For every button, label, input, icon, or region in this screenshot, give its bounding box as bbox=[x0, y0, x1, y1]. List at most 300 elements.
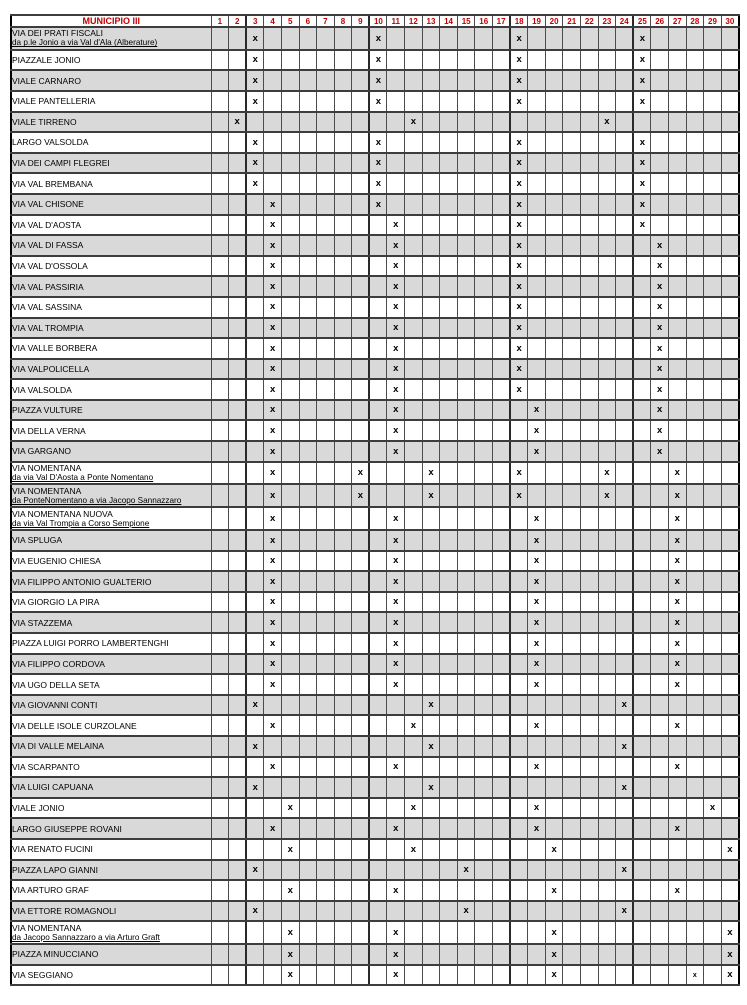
day-cell bbox=[598, 297, 616, 318]
day-cell bbox=[493, 50, 511, 71]
day-cell bbox=[211, 276, 229, 297]
day-cell bbox=[581, 839, 599, 860]
mark-cell: x bbox=[405, 798, 423, 819]
day-cell bbox=[721, 530, 739, 551]
mark-cell: x bbox=[633, 132, 651, 153]
day-cell bbox=[317, 612, 335, 633]
day-header: 30 bbox=[721, 15, 739, 27]
day-cell bbox=[686, 276, 704, 297]
day-cell bbox=[299, 530, 317, 551]
table-row bbox=[11, 153, 739, 174]
day-cell bbox=[317, 153, 335, 174]
day-cell bbox=[457, 379, 475, 400]
mark-cell: x bbox=[264, 318, 282, 339]
table-row bbox=[11, 338, 739, 359]
day-cell bbox=[686, 571, 704, 592]
day-cell bbox=[616, 276, 634, 297]
day-cell bbox=[510, 965, 528, 986]
day-cell bbox=[405, 215, 423, 236]
day-cell bbox=[704, 173, 722, 194]
day-cell bbox=[211, 880, 229, 901]
day-cell bbox=[704, 484, 722, 507]
day-cell bbox=[475, 112, 493, 133]
day-cell bbox=[422, 215, 440, 236]
day-cell bbox=[405, 571, 423, 592]
day-cell bbox=[686, 818, 704, 839]
day-cell bbox=[651, 173, 669, 194]
day-cell bbox=[317, 276, 335, 297]
day-cell bbox=[281, 695, 299, 716]
day-cell bbox=[229, 359, 247, 380]
day-cell bbox=[387, 462, 405, 485]
day-cell bbox=[704, 379, 722, 400]
day-cell bbox=[510, 612, 528, 633]
mark-cell: x bbox=[387, 530, 405, 551]
day-cell bbox=[334, 153, 352, 174]
day-cell bbox=[281, 400, 299, 421]
day-cell bbox=[616, 379, 634, 400]
day-cell bbox=[422, 338, 440, 359]
day-cell bbox=[352, 654, 370, 675]
day-cell bbox=[422, 654, 440, 675]
day-cell bbox=[246, 462, 264, 485]
day-cell bbox=[264, 173, 282, 194]
day-cell bbox=[493, 921, 511, 944]
day-cell bbox=[440, 215, 458, 236]
street-cell bbox=[11, 484, 211, 507]
day-cell bbox=[229, 400, 247, 421]
day-cell bbox=[457, 27, 475, 50]
day-cell bbox=[440, 318, 458, 339]
day-cell bbox=[668, 736, 686, 757]
day-cell bbox=[721, 173, 739, 194]
mark-cell: x bbox=[510, 484, 528, 507]
day-cell bbox=[651, 571, 669, 592]
day-header: 8 bbox=[334, 15, 352, 27]
day-header: 24 bbox=[616, 15, 634, 27]
street-cell bbox=[11, 944, 211, 965]
day-cell bbox=[510, 860, 528, 881]
day-cell bbox=[229, 839, 247, 860]
day-cell bbox=[598, 441, 616, 462]
day-cell bbox=[281, 194, 299, 215]
day-cell bbox=[440, 901, 458, 922]
day-cell bbox=[475, 27, 493, 50]
day-header: 13 bbox=[422, 15, 440, 27]
day-cell bbox=[352, 551, 370, 572]
mark-cell: x bbox=[387, 654, 405, 675]
day-cell bbox=[616, 551, 634, 572]
day-cell bbox=[493, 551, 511, 572]
day-cell bbox=[545, 359, 563, 380]
day-cell bbox=[528, 50, 546, 71]
day-cell bbox=[369, 633, 387, 654]
day-cell bbox=[299, 507, 317, 530]
day-cell bbox=[721, 715, 739, 736]
mark-cell: x bbox=[246, 70, 264, 91]
day-cell bbox=[281, 736, 299, 757]
day-cell bbox=[616, 359, 634, 380]
day-cell bbox=[352, 860, 370, 881]
mark-cell: x bbox=[264, 592, 282, 613]
day-cell bbox=[299, 173, 317, 194]
day-cell bbox=[369, 441, 387, 462]
day-header: 3 bbox=[246, 15, 264, 27]
day-cell bbox=[246, 944, 264, 965]
day-cell bbox=[563, 112, 581, 133]
day-cell bbox=[405, 654, 423, 675]
day-cell bbox=[211, 695, 229, 716]
day-cell bbox=[581, 173, 599, 194]
day-cell bbox=[721, 818, 739, 839]
day-cell bbox=[387, 860, 405, 881]
day-cell bbox=[317, 839, 335, 860]
day-cell bbox=[581, 420, 599, 441]
day-cell bbox=[616, 297, 634, 318]
street-cell bbox=[11, 654, 211, 675]
day-cell bbox=[264, 965, 282, 986]
table-row bbox=[11, 235, 739, 256]
day-cell bbox=[704, 571, 722, 592]
day-cell bbox=[563, 551, 581, 572]
day-cell bbox=[475, 777, 493, 798]
day-cell bbox=[581, 965, 599, 986]
day-cell bbox=[721, 338, 739, 359]
day-cell bbox=[440, 297, 458, 318]
day-cell bbox=[334, 818, 352, 839]
day-cell bbox=[440, 777, 458, 798]
mark-cell: x bbox=[264, 757, 282, 778]
day-cell bbox=[387, 50, 405, 71]
day-cell bbox=[651, 921, 669, 944]
day-cell bbox=[616, 400, 634, 421]
day-cell bbox=[633, 674, 651, 695]
day-cell bbox=[475, 276, 493, 297]
day-cell bbox=[651, 715, 669, 736]
day-cell bbox=[721, 420, 739, 441]
day-cell bbox=[651, 674, 669, 695]
day-cell bbox=[493, 194, 511, 215]
day-cell bbox=[457, 715, 475, 736]
day-cell bbox=[405, 612, 423, 633]
day-cell bbox=[264, 839, 282, 860]
day-cell bbox=[581, 571, 599, 592]
mark-cell: x bbox=[616, 901, 634, 922]
day-cell bbox=[264, 736, 282, 757]
day-cell bbox=[281, 484, 299, 507]
street-cell bbox=[11, 901, 211, 922]
day-cell bbox=[457, 654, 475, 675]
day-cell bbox=[721, 571, 739, 592]
day-cell bbox=[598, 695, 616, 716]
mark-cell: x bbox=[651, 235, 669, 256]
day-cell bbox=[704, 235, 722, 256]
day-cell bbox=[545, 441, 563, 462]
day-cell bbox=[317, 736, 335, 757]
day-cell bbox=[686, 194, 704, 215]
mark-cell: x bbox=[387, 276, 405, 297]
mark-cell: x bbox=[510, 359, 528, 380]
table-row bbox=[11, 400, 739, 421]
street-name-label: VIA SEGGIANO bbox=[12, 970, 73, 981]
day-cell bbox=[545, 736, 563, 757]
day-cell bbox=[633, 921, 651, 944]
table-title: MUNICIPIO III bbox=[11, 15, 211, 27]
day-cell bbox=[457, 674, 475, 695]
mark-cell: x bbox=[510, 194, 528, 215]
street-cell bbox=[11, 338, 211, 359]
day-cell bbox=[229, 91, 247, 112]
day-cell bbox=[369, 921, 387, 944]
day-cell bbox=[616, 462, 634, 485]
table-row bbox=[11, 91, 739, 112]
day-cell bbox=[616, 91, 634, 112]
mark-cell: x bbox=[528, 654, 546, 675]
day-cell bbox=[264, 921, 282, 944]
day-cell bbox=[563, 318, 581, 339]
day-cell bbox=[475, 530, 493, 551]
day-cell bbox=[651, 551, 669, 572]
day-cell bbox=[616, 50, 634, 71]
day-cell bbox=[457, 132, 475, 153]
day-cell bbox=[704, 441, 722, 462]
street-cell bbox=[11, 194, 211, 215]
mark-cell: x bbox=[387, 921, 405, 944]
day-cell bbox=[545, 379, 563, 400]
day-cell bbox=[299, 777, 317, 798]
table-row bbox=[11, 462, 739, 485]
mark-cell: x bbox=[668, 633, 686, 654]
day-cell bbox=[211, 674, 229, 695]
mark-cell: x bbox=[721, 921, 739, 944]
day-cell bbox=[475, 297, 493, 318]
mark-cell: x bbox=[246, 777, 264, 798]
day-cell bbox=[352, 400, 370, 421]
day-cell bbox=[352, 70, 370, 91]
mark-cell: x bbox=[528, 818, 546, 839]
mark-cell: x bbox=[651, 256, 669, 277]
mark-cell: x bbox=[651, 359, 669, 380]
mark-cell: x bbox=[387, 215, 405, 236]
day-cell bbox=[475, 70, 493, 91]
day-cell bbox=[475, 818, 493, 839]
mark-cell: x bbox=[264, 338, 282, 359]
day-cell bbox=[668, 235, 686, 256]
day-cell bbox=[246, 880, 264, 901]
day-cell bbox=[299, 359, 317, 380]
day-cell bbox=[440, 839, 458, 860]
day-cell bbox=[281, 112, 299, 133]
street-cell bbox=[11, 318, 211, 339]
day-cell bbox=[651, 215, 669, 236]
day-cell bbox=[440, 571, 458, 592]
day-cell bbox=[211, 860, 229, 881]
day-cell bbox=[246, 359, 264, 380]
street-cell bbox=[11, 379, 211, 400]
day-cell bbox=[334, 132, 352, 153]
day-cell bbox=[422, 173, 440, 194]
mark-cell: x bbox=[704, 798, 722, 819]
day-header: 28 bbox=[686, 15, 704, 27]
mark-cell: x bbox=[264, 484, 282, 507]
day-cell bbox=[633, 112, 651, 133]
day-cell bbox=[545, 235, 563, 256]
day-cell bbox=[229, 276, 247, 297]
day-cell bbox=[281, 50, 299, 71]
day-cell bbox=[352, 132, 370, 153]
day-cell bbox=[721, 484, 739, 507]
day-cell bbox=[704, 338, 722, 359]
day-cell bbox=[334, 965, 352, 986]
day-cell bbox=[493, 70, 511, 91]
day-cell bbox=[299, 592, 317, 613]
day-header: 27 bbox=[668, 15, 686, 27]
mark-cell: x bbox=[528, 400, 546, 421]
day-cell bbox=[352, 276, 370, 297]
day-cell bbox=[668, 921, 686, 944]
day-cell bbox=[352, 507, 370, 530]
day-cell bbox=[422, 27, 440, 50]
day-cell bbox=[704, 965, 722, 986]
day-cell bbox=[334, 530, 352, 551]
mark-cell: x bbox=[668, 530, 686, 551]
day-cell bbox=[246, 530, 264, 551]
day-cell bbox=[334, 839, 352, 860]
day-cell bbox=[633, 695, 651, 716]
day-cell bbox=[598, 91, 616, 112]
day-cell bbox=[704, 400, 722, 421]
mark-cell: x bbox=[264, 420, 282, 441]
mark-cell: x bbox=[246, 901, 264, 922]
day-cell bbox=[405, 194, 423, 215]
mark-cell: x bbox=[387, 633, 405, 654]
mark-cell: x bbox=[510, 70, 528, 91]
day-cell bbox=[581, 551, 599, 572]
table-row bbox=[11, 921, 739, 944]
day-cell bbox=[493, 379, 511, 400]
day-cell bbox=[246, 654, 264, 675]
day-cell bbox=[563, 921, 581, 944]
day-cell bbox=[405, 695, 423, 716]
table-row bbox=[11, 194, 739, 215]
day-cell bbox=[616, 235, 634, 256]
mark-cell: x bbox=[598, 484, 616, 507]
day-cell bbox=[440, 654, 458, 675]
mark-cell: x bbox=[246, 173, 264, 194]
day-cell bbox=[563, 194, 581, 215]
day-cell bbox=[598, 153, 616, 174]
day-cell bbox=[493, 798, 511, 819]
day-cell bbox=[229, 441, 247, 462]
day-cell bbox=[369, 736, 387, 757]
day-cell bbox=[633, 276, 651, 297]
day-cell bbox=[528, 695, 546, 716]
table-row bbox=[11, 880, 739, 901]
day-cell bbox=[369, 571, 387, 592]
street-cell bbox=[11, 674, 211, 695]
day-cell bbox=[528, 215, 546, 236]
day-cell bbox=[545, 462, 563, 485]
street-sub-label: da PonteNomentano a via Jacopo Sannazzaro bbox=[12, 495, 182, 505]
street-cell bbox=[11, 462, 211, 485]
day-cell bbox=[510, 400, 528, 421]
day-cell bbox=[563, 757, 581, 778]
day-cell bbox=[334, 462, 352, 485]
day-cell bbox=[369, 860, 387, 881]
day-cell bbox=[581, 695, 599, 716]
mark-cell: x bbox=[633, 215, 651, 236]
day-cell bbox=[475, 359, 493, 380]
day-cell bbox=[281, 715, 299, 736]
day-cell bbox=[457, 194, 475, 215]
day-cell bbox=[686, 715, 704, 736]
day-cell bbox=[721, 194, 739, 215]
day-cell bbox=[405, 235, 423, 256]
day-cell bbox=[317, 215, 335, 236]
day-header: 19 bbox=[528, 15, 546, 27]
mark-cell: x bbox=[510, 27, 528, 50]
street-cell bbox=[11, 420, 211, 441]
day-cell bbox=[563, 674, 581, 695]
day-cell bbox=[704, 736, 722, 757]
day-cell bbox=[317, 297, 335, 318]
day-cell bbox=[563, 715, 581, 736]
day-cell bbox=[369, 757, 387, 778]
street-cell bbox=[11, 757, 211, 778]
day-cell bbox=[633, 400, 651, 421]
street-cell bbox=[11, 112, 211, 133]
day-cell bbox=[317, 880, 335, 901]
day-cell bbox=[246, 592, 264, 613]
street-cell bbox=[11, 695, 211, 716]
day-cell bbox=[493, 420, 511, 441]
day-cell bbox=[616, 441, 634, 462]
day-cell bbox=[651, 944, 669, 965]
day-cell bbox=[651, 736, 669, 757]
mark-cell: x bbox=[264, 571, 282, 592]
street-name-label: VIA VALLE BORBERA bbox=[12, 343, 98, 354]
street-cell bbox=[11, 839, 211, 860]
day-cell bbox=[528, 736, 546, 757]
day-header: 9 bbox=[352, 15, 370, 27]
day-cell bbox=[545, 112, 563, 133]
table-row bbox=[11, 297, 739, 318]
day-cell bbox=[598, 379, 616, 400]
day-cell bbox=[405, 901, 423, 922]
day-cell bbox=[721, 441, 739, 462]
day-cell bbox=[422, 965, 440, 986]
day-cell bbox=[616, 530, 634, 551]
day-cell bbox=[581, 70, 599, 91]
day-cell bbox=[211, 153, 229, 174]
day-cell bbox=[334, 860, 352, 881]
day-cell bbox=[369, 359, 387, 380]
mark-cell: x bbox=[264, 612, 282, 633]
table-row bbox=[11, 612, 739, 633]
mark-cell: x bbox=[422, 695, 440, 716]
mark-cell: x bbox=[721, 965, 739, 986]
day-cell bbox=[352, 757, 370, 778]
day-cell bbox=[633, 880, 651, 901]
day-cell bbox=[229, 530, 247, 551]
day-cell bbox=[264, 91, 282, 112]
day-cell bbox=[211, 571, 229, 592]
day-cell bbox=[581, 484, 599, 507]
day-cell bbox=[686, 441, 704, 462]
day-cell bbox=[510, 112, 528, 133]
day-cell bbox=[633, 633, 651, 654]
day-cell bbox=[598, 50, 616, 71]
